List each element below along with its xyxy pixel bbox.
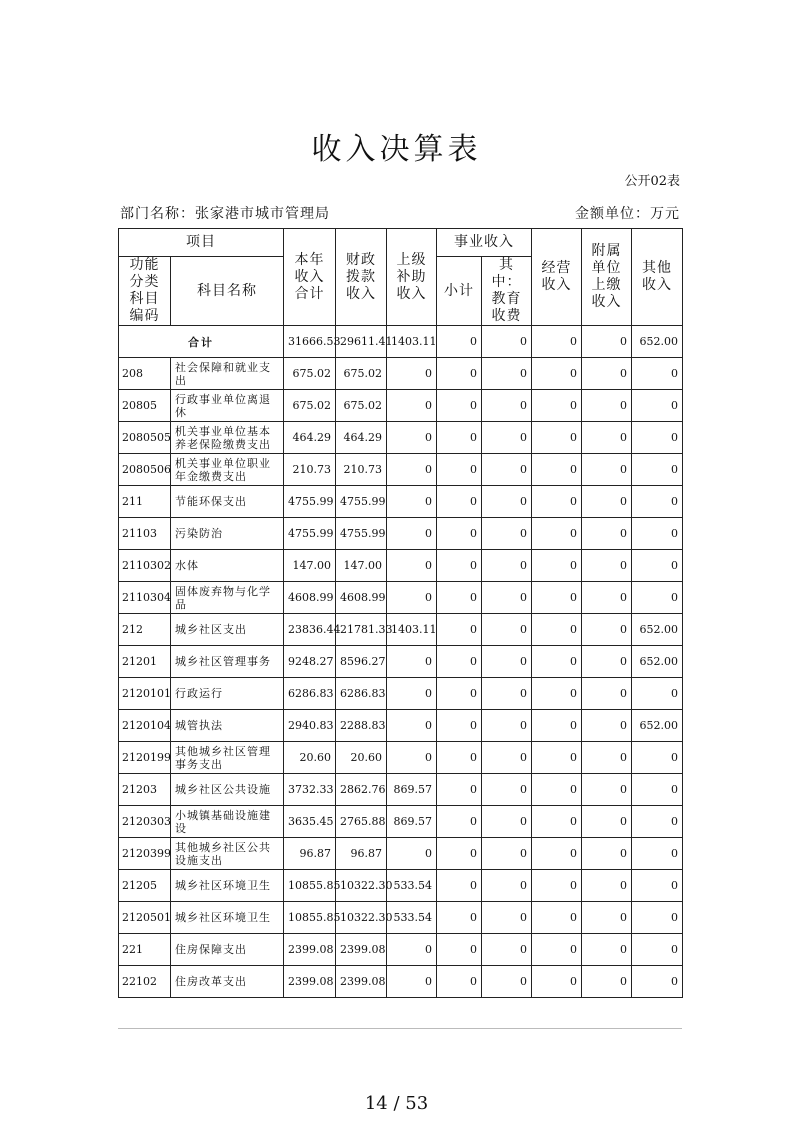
subject-name: 固体废弃物与化学品 (171, 582, 284, 614)
amount-cell: 0 (482, 422, 532, 454)
amount-cell: 0 (437, 390, 482, 422)
amount-cell: 0 (482, 838, 532, 870)
amount-cell: 0 (482, 774, 532, 806)
header-fiscal: 财政拨款收入 (336, 229, 387, 326)
amount-cell: 20.60 (336, 742, 387, 774)
amount-cell: 0 (632, 934, 683, 966)
header-affiliated: 附属单位上缴收入 (582, 229, 632, 326)
subject-name: 其他城乡社区公共设施支出 (171, 838, 284, 870)
subject-code: 22102 (119, 966, 171, 998)
amount-cell: 0 (582, 614, 632, 646)
subject-name: 节能环保支出 (171, 486, 284, 518)
amount-cell: 0 (482, 966, 532, 998)
subject-name: 行政运行 (171, 678, 284, 710)
amount-cell: 0 (482, 486, 532, 518)
table-row (119, 806, 683, 838)
amount-cell: 96.87 (336, 838, 387, 870)
department-name: 部门名称：张家港市城市管理局 (120, 206, 330, 222)
amount-cell: 0 (437, 966, 482, 998)
amount-cell: 464.29 (336, 422, 387, 454)
table-row (119, 646, 683, 678)
amount-cell: 2399.08 (336, 934, 387, 966)
amount-cell: 0 (482, 678, 532, 710)
page-title: 收入决算表 (311, 132, 482, 167)
amount-cell: 0 (482, 710, 532, 742)
subject-name: 机关事业单位职业年金缴费支出 (171, 454, 284, 486)
amount-cell: 0 (437, 838, 482, 870)
amount-cell: 4755.99 (284, 518, 336, 550)
amount-cell: 0 (582, 454, 632, 486)
amount-cell: 0 (387, 358, 437, 390)
table-row (119, 678, 683, 710)
amount-cell: 0 (632, 678, 683, 710)
amount-cell: 0 (387, 646, 437, 678)
table-row (119, 582, 683, 614)
subject-name: 城管执法 (171, 710, 284, 742)
total-row (119, 326, 683, 358)
table-row (119, 518, 683, 550)
amount-cell: 0 (632, 422, 683, 454)
subject-code: 2080505 (119, 422, 171, 454)
amount-cell: 0 (632, 550, 683, 582)
amount-cell: 4755.99 (336, 518, 387, 550)
table-row (119, 710, 683, 742)
table-row (119, 422, 683, 454)
amount-cell: 0 (387, 582, 437, 614)
amount-cell: 0 (582, 358, 632, 390)
subject-code: 2120303 (119, 806, 171, 838)
subject-code: 2120501 (119, 902, 171, 934)
subject-code: 21103 (119, 518, 171, 550)
subject-name: 其他城乡社区管理事务支出 (171, 742, 284, 774)
amount-cell: 0 (632, 742, 683, 774)
total-cell: 652.00 (632, 326, 683, 358)
amount-cell: 0 (482, 870, 532, 902)
subject-code: 2120101 (119, 678, 171, 710)
amount-cell: 10322.30 (336, 870, 387, 902)
amount-cell: 0 (582, 518, 632, 550)
amount-cell: 2288.83 (336, 710, 387, 742)
amount-cell: 0 (387, 742, 437, 774)
amount-cell: 0 (532, 710, 582, 742)
amount-cell: 0 (387, 678, 437, 710)
amount-cell: 0 (482, 358, 532, 390)
subject-name: 住房改革支出 (171, 966, 284, 998)
amount-cell: 0 (532, 486, 582, 518)
total-cell: 0 (482, 326, 532, 358)
amount-cell: 0 (532, 358, 582, 390)
amount-cell: 0 (632, 774, 683, 806)
header-education: 其中：教育收费 (482, 257, 532, 326)
amount-cell: 0 (532, 614, 582, 646)
amount-cell: 869.57 (387, 806, 437, 838)
amount-cell: 0 (482, 902, 532, 934)
amount-cell: 0 (482, 614, 532, 646)
header-business: 事业收入 (437, 229, 532, 257)
amount-cell: 2862.76 (336, 774, 387, 806)
amount-unit: 金额单位：万元 (575, 206, 680, 222)
amount-cell: 0 (632, 390, 683, 422)
amount-cell: 0 (632, 582, 683, 614)
amount-cell: 0 (582, 550, 632, 582)
amount-cell: 0 (532, 902, 582, 934)
amount-cell: 0 (532, 838, 582, 870)
amount-cell: 0 (482, 550, 532, 582)
amount-cell: 0 (582, 742, 632, 774)
subject-code: 2120104 (119, 710, 171, 742)
amount-cell: 0 (582, 870, 632, 902)
amount-cell: 0 (532, 678, 582, 710)
amount-cell: 0 (632, 454, 683, 486)
amount-cell: 0 (437, 454, 482, 486)
amount-cell: 0 (532, 518, 582, 550)
subject-name: 城乡社区环境卫生 (171, 870, 284, 902)
amount-cell: 0 (437, 678, 482, 710)
header-subsidy: 上级补助收入 (387, 229, 437, 326)
table-row (119, 358, 683, 390)
subject-name: 社会保障和就业支出 (171, 358, 284, 390)
subject-name: 机关事业单位基本养老保险缴费支出 (171, 422, 284, 454)
amount-cell: 0 (582, 486, 632, 518)
amount-cell: 210.73 (336, 454, 387, 486)
total-cell: 0 (582, 326, 632, 358)
subject-name: 水体 (171, 550, 284, 582)
amount-cell: 0 (482, 806, 532, 838)
amount-cell: 0 (582, 966, 632, 998)
total-cell: 29611.41 (336, 326, 387, 358)
amount-cell: 0 (387, 966, 437, 998)
subject-name: 城乡社区环境卫生 (171, 902, 284, 934)
table-row (119, 934, 683, 966)
subject-code: 212 (119, 614, 171, 646)
subject-code: 2120199 (119, 742, 171, 774)
amount-cell: 1403.11 (387, 614, 437, 646)
amount-cell: 0 (632, 806, 683, 838)
subject-name: 城乡社区管理事务 (171, 646, 284, 678)
amount-cell: 0 (582, 710, 632, 742)
subject-name: 污染防治 (171, 518, 284, 550)
amount-cell: 0 (632, 870, 683, 902)
amount-cell: 0 (632, 358, 683, 390)
amount-cell: 0 (387, 838, 437, 870)
total-cell: 31666.53 (284, 326, 336, 358)
amount-cell: 675.02 (336, 390, 387, 422)
page-number: 14 / 53 (364, 1093, 429, 1114)
amount-cell: 0 (632, 902, 683, 934)
amount-cell: 0 (582, 582, 632, 614)
table-row (119, 454, 683, 486)
amount-cell: 0 (482, 646, 532, 678)
amount-cell: 0 (582, 838, 632, 870)
amount-cell: 10855.85 (284, 902, 336, 934)
amount-cell: 0 (532, 806, 582, 838)
amount-cell: 8596.27 (336, 646, 387, 678)
amount-cell: 4755.99 (336, 486, 387, 518)
amount-cell: 0 (582, 806, 632, 838)
subject-code: 208 (119, 358, 171, 390)
amount-cell: 0 (437, 806, 482, 838)
amount-cell: 652.00 (632, 710, 683, 742)
amount-cell: 0 (387, 550, 437, 582)
amount-cell: 0 (387, 422, 437, 454)
table-body (119, 326, 683, 998)
total-cell: 1403.11 (387, 326, 437, 358)
header-total-income: 本年收入合计 (284, 229, 336, 326)
amount-cell: 20.60 (284, 742, 336, 774)
amount-cell: 0 (387, 518, 437, 550)
amount-cell: 0 (582, 678, 632, 710)
amount-cell: 23836.44 (284, 614, 336, 646)
header-project: 项目 (119, 229, 284, 257)
amount-cell: 0 (437, 902, 482, 934)
subject-code: 21201 (119, 646, 171, 678)
amount-cell: 0 (532, 390, 582, 422)
amount-cell: 0 (532, 582, 582, 614)
amount-cell: 10855.85 (284, 870, 336, 902)
amount-cell: 2399.08 (284, 966, 336, 998)
amount-cell: 0 (532, 966, 582, 998)
amount-cell: 869.57 (387, 774, 437, 806)
amount-cell: 0 (532, 870, 582, 902)
table-row (119, 742, 683, 774)
table-number: 公开02表 (624, 174, 680, 189)
amount-cell: 147.00 (336, 550, 387, 582)
table-row (119, 838, 683, 870)
table-row (119, 550, 683, 582)
table-row (119, 614, 683, 646)
amount-cell: 0 (532, 422, 582, 454)
table-row (119, 902, 683, 934)
amount-cell: 0 (437, 582, 482, 614)
total-cell: 0 (532, 326, 582, 358)
amount-cell: 210.73 (284, 454, 336, 486)
amount-cell: 0 (582, 902, 632, 934)
amount-cell: 0 (582, 774, 632, 806)
subject-name: 城乡社区公共设施 (171, 774, 284, 806)
amount-cell: 0 (582, 646, 632, 678)
amount-cell: 6286.83 (336, 678, 387, 710)
amount-cell: 0 (482, 934, 532, 966)
amount-cell: 9248.27 (284, 646, 336, 678)
amount-cell: 0 (532, 454, 582, 486)
amount-cell: 10322.30 (336, 902, 387, 934)
header-subject-name: 科目名称 (171, 257, 284, 326)
amount-cell: 0 (532, 742, 582, 774)
amount-cell: 0 (632, 486, 683, 518)
amount-cell: 0 (437, 518, 482, 550)
header-operating: 经营收入 (532, 229, 582, 326)
table-row (119, 870, 683, 902)
amount-cell: 0 (437, 934, 482, 966)
amount-cell: 464.29 (284, 422, 336, 454)
subject-code: 21203 (119, 774, 171, 806)
subject-name: 小城镇基础设施建设 (171, 806, 284, 838)
header-func-code: 功能分类科目编码 (119, 257, 171, 326)
amount-cell: 0 (437, 422, 482, 454)
amount-cell: 0 (482, 454, 532, 486)
header-other: 其他收入 (632, 229, 683, 326)
amount-cell: 2399.08 (336, 966, 387, 998)
amount-cell: 147.00 (284, 550, 336, 582)
amount-cell: 652.00 (632, 614, 683, 646)
subject-code: 20805 (119, 390, 171, 422)
amount-cell: 0 (387, 390, 437, 422)
amount-cell: 96.87 (284, 838, 336, 870)
amount-cell: 4755.99 (284, 486, 336, 518)
amount-cell: 0 (437, 614, 482, 646)
subject-code: 211 (119, 486, 171, 518)
amount-cell: 2399.08 (284, 934, 336, 966)
subject-name: 行政事业单位离退休 (171, 390, 284, 422)
amount-cell: 0 (532, 646, 582, 678)
subject-name: 住房保障支出 (171, 934, 284, 966)
amount-cell: 0 (632, 966, 683, 998)
table-row (119, 486, 683, 518)
amount-cell: 0 (387, 710, 437, 742)
amount-cell: 0 (437, 710, 482, 742)
amount-cell: 675.02 (336, 358, 387, 390)
amount-cell: 3732.33 (284, 774, 336, 806)
total-cell: 0 (437, 326, 482, 358)
footer-divider (118, 1028, 682, 1029)
amount-cell: 675.02 (284, 358, 336, 390)
amount-cell: 0 (632, 518, 683, 550)
amount-cell: 0 (387, 934, 437, 966)
amount-cell: 0 (437, 742, 482, 774)
amount-cell: 0 (482, 742, 532, 774)
subject-code: 221 (119, 934, 171, 966)
subject-code: 2080506 (119, 454, 171, 486)
amount-cell: 533.54 (387, 902, 437, 934)
amount-cell: 0 (437, 550, 482, 582)
header-subtotal: 小计 (437, 257, 482, 326)
amount-cell: 0 (532, 934, 582, 966)
income-table (118, 228, 683, 998)
amount-cell: 0 (532, 774, 582, 806)
amount-cell: 0 (387, 486, 437, 518)
amount-cell: 6286.83 (284, 678, 336, 710)
amount-cell: 0 (582, 422, 632, 454)
amount-cell: 0 (482, 518, 532, 550)
amount-cell: 0 (582, 390, 632, 422)
amount-cell: 2940.83 (284, 710, 336, 742)
amount-cell: 0 (437, 870, 482, 902)
amount-cell: 4608.99 (336, 582, 387, 614)
amount-cell: 0 (532, 550, 582, 582)
amount-cell: 4608.99 (284, 582, 336, 614)
amount-cell: 0 (387, 454, 437, 486)
subject-code: 2110304 (119, 582, 171, 614)
amount-cell: 0 (437, 646, 482, 678)
amount-cell: 0 (632, 838, 683, 870)
amount-cell: 0 (482, 582, 532, 614)
amount-cell: 652.00 (632, 646, 683, 678)
subject-code: 21205 (119, 870, 171, 902)
table-header (119, 229, 683, 326)
table-row (119, 774, 683, 806)
amount-cell: 675.02 (284, 390, 336, 422)
amount-cell: 0 (437, 486, 482, 518)
subject-name: 城乡社区支出 (171, 614, 284, 646)
total-label: 合计 (119, 326, 284, 358)
amount-cell: 0 (582, 934, 632, 966)
amount-cell: 21781.33 (336, 614, 387, 646)
amount-cell: 533.54 (387, 870, 437, 902)
subject-code: 2120399 (119, 838, 171, 870)
table-row (119, 966, 683, 998)
table-row (119, 390, 683, 422)
amount-cell: 0 (482, 390, 532, 422)
amount-cell: 0 (437, 774, 482, 806)
amount-cell: 0 (437, 358, 482, 390)
subject-code: 2110302 (119, 550, 171, 582)
amount-cell: 3635.45 (284, 806, 336, 838)
amount-cell: 2765.88 (336, 806, 387, 838)
